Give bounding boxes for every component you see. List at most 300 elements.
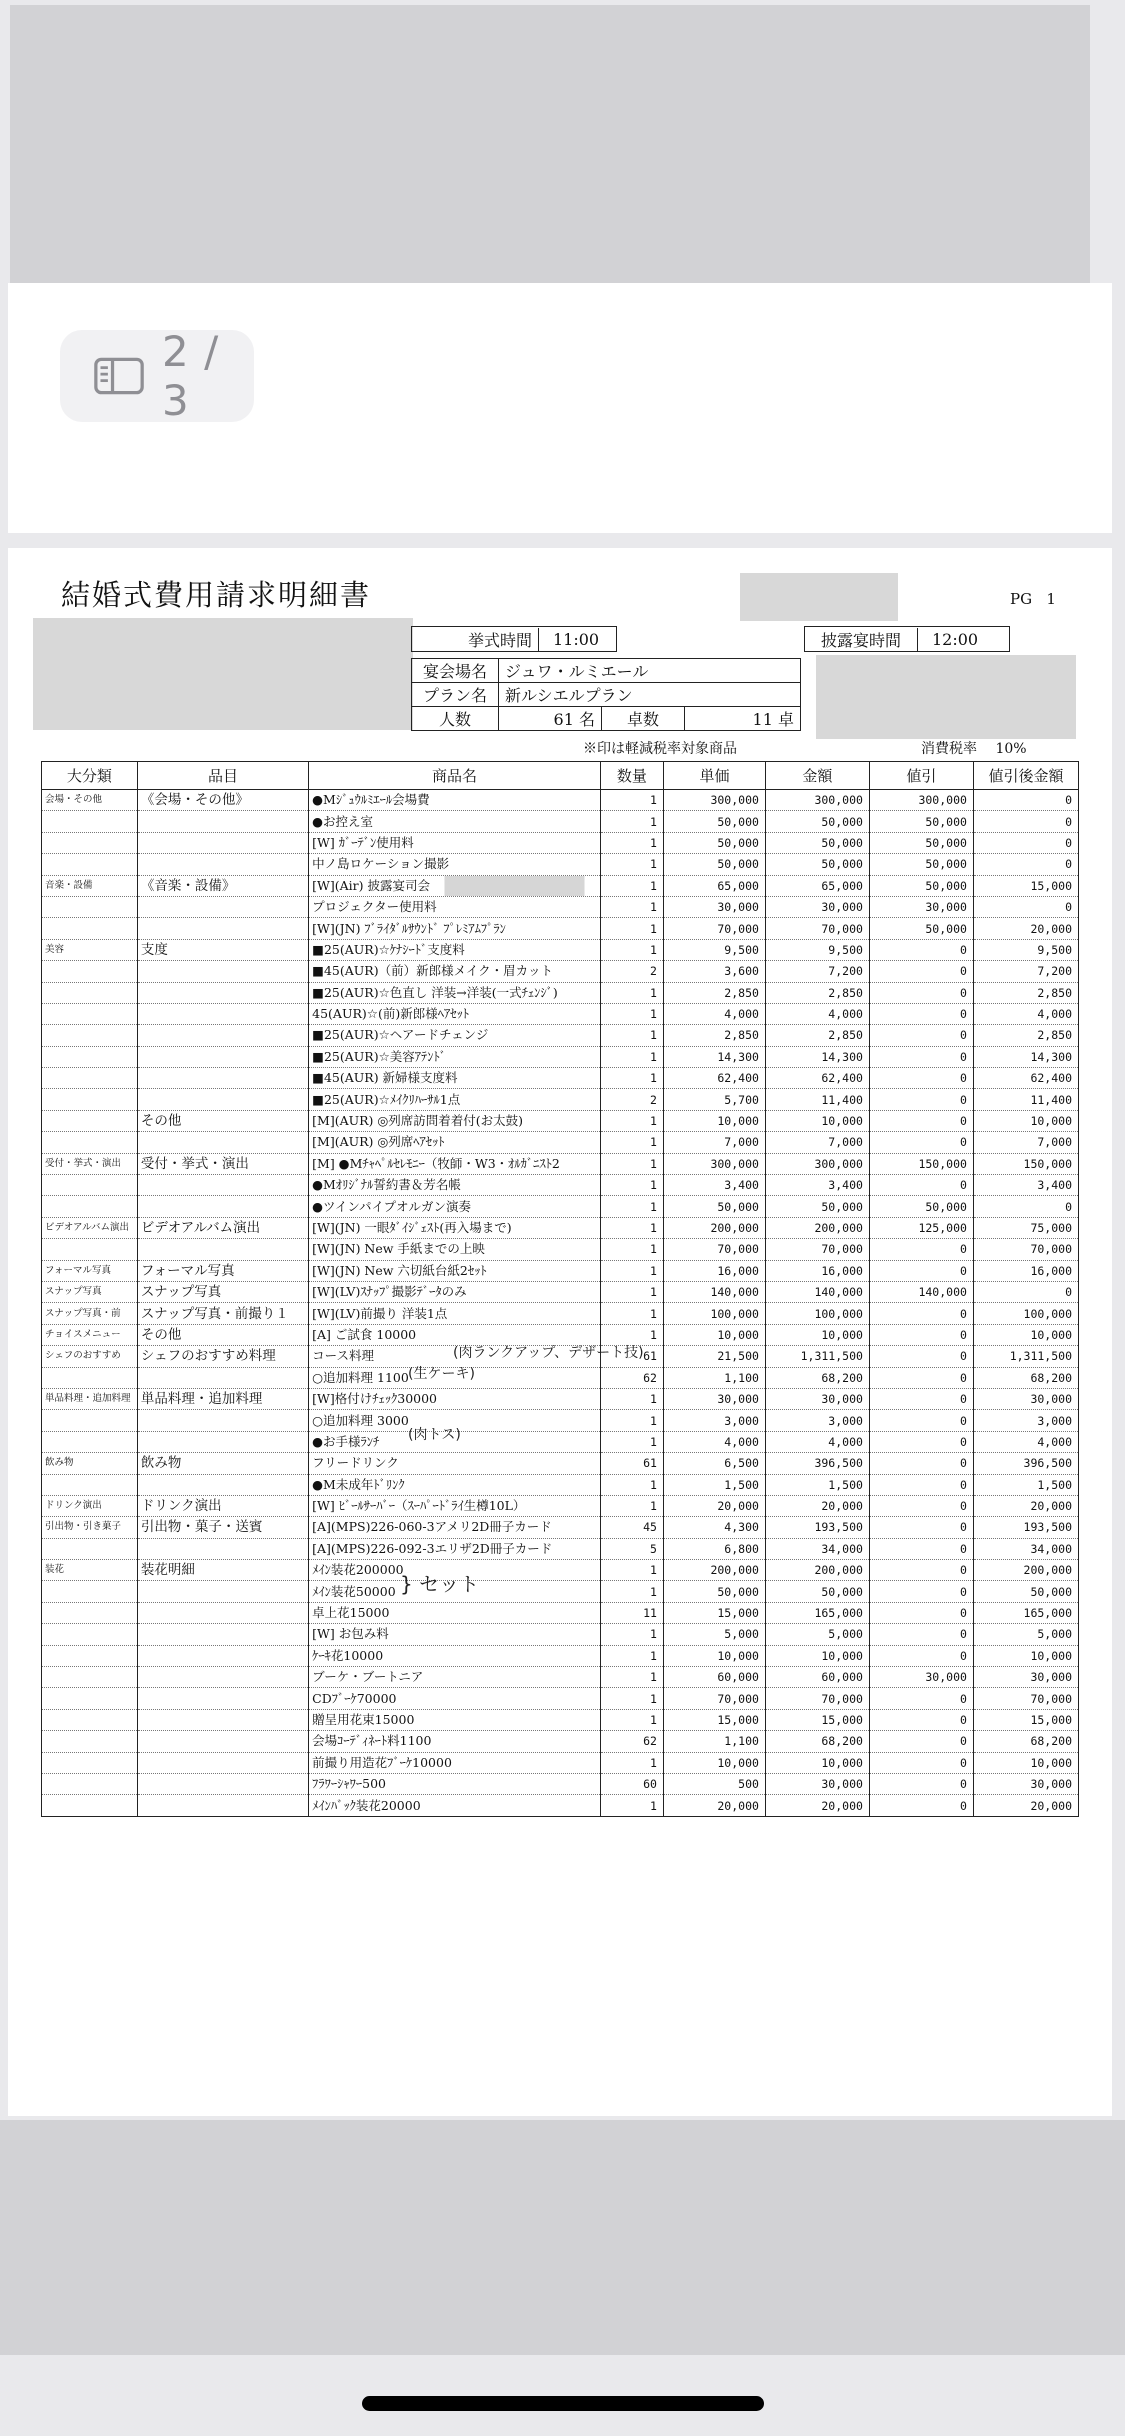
net-amount-cell: 15,000 [973,1709,1078,1730]
table-row [42,1046,1079,1067]
table-row [42,896,1079,917]
item-cell [137,918,308,939]
quantity-cell: 1 [600,1003,663,1024]
unit-price-cell: 3,400 [663,1175,765,1196]
product-cell: ﾒｲﾝ装花50000 [309,1581,601,1602]
amount-cell: 3,000 [765,1410,869,1431]
category-cell [42,1667,138,1688]
quantity-cell: 1 [600,1795,663,1816]
net-amount-cell: 193,500 [973,1517,1078,1538]
discount-cell: 30,000 [869,896,973,917]
item-cell [137,1667,308,1688]
unit-price-cell: 9,500 [663,939,765,960]
category-cell [42,1410,138,1431]
product-cell: 贈呈用花束15000 [309,1709,601,1730]
table-row [42,1581,1079,1602]
quantity-cell: 1 [600,1239,663,1260]
amount-cell: 70,000 [765,1239,869,1260]
table-row [42,1068,1079,1089]
category-cell [42,1175,138,1196]
discount-cell: 0 [869,1239,973,1260]
item-cell: その他 [137,1324,308,1345]
net-amount-cell: 20,000 [973,1795,1078,1816]
product-cell: [W](JN) ﾌﾞﾗｲﾀﾞﾙｻｳﾝﾄﾞ ﾌﾟﾚﾐｱﾑﾌﾟﾗﾝ [309,918,601,939]
column-header: 値引後金額 [973,762,1078,790]
category-cell: 引出物・引き菓子 [42,1517,138,1538]
document-title: 結婚式費用請求明細書 [61,578,372,612]
table-row [42,1260,1079,1281]
item-cell: ビデオアルバム演出 [137,1217,308,1238]
net-amount-cell: 165,000 [973,1602,1078,1623]
unit-price-cell: 62,400 [663,1068,765,1089]
table-row [42,1517,1079,1538]
unit-price-cell: 3,600 [663,961,765,982]
product-cell: [W] ﾋﾞｰﾙｻｰﾊﾞｰ（ｽｰﾊﾟｰﾄﾞﾗｲ生樽10L） [309,1495,601,1516]
venue-label: 宴会場名 [412,659,499,683]
item-cell [137,1367,308,1388]
product-cell: ■25(AUR)☆ﾒｲｸﾘﾊｰｻﾙ1点 [309,1089,601,1110]
table-row [42,1688,1079,1709]
amount-cell: 60,000 [765,1667,869,1688]
item-cell [137,832,308,853]
quantity-cell: 1 [600,1025,663,1046]
net-amount-cell: 100,000 [973,1303,1078,1324]
table-row [42,1388,1079,1409]
quantity-cell: 1 [600,1260,663,1281]
product-cell: ■25(AUR)☆美容ｱﾃﾝﾄﾞ [309,1046,601,1067]
table-row [42,1453,1079,1474]
unit-price-cell: 50,000 [663,811,765,832]
item-cell: ドリンク演出 [137,1495,308,1516]
category-cell [42,982,138,1003]
net-amount-cell: 70,000 [973,1688,1078,1709]
unit-price-cell: 2,850 [663,1025,765,1046]
item-cell [137,1239,308,1260]
unit-price-cell: 200,000 [663,1560,765,1581]
item-cell [137,1431,308,1452]
discount-cell: 0 [869,1431,973,1452]
tables-value: 11 卓 [685,707,801,731]
discount-cell: 0 [869,1645,973,1666]
category-cell: フォーマル写真 [42,1260,138,1281]
category-cell [42,1538,138,1559]
quantity-cell: 1 [600,1324,663,1345]
product-cell: 45(AUR)☆(前)新郎様ﾍｱｾｯﾄ [309,1003,601,1024]
item-cell: スナップ写真 [137,1281,308,1302]
amount-cell: 200,000 [765,1217,869,1238]
category-cell: 美容 [42,939,138,960]
net-amount-cell: 3,400 [973,1175,1078,1196]
item-cell: フォーマル写真 [137,1260,308,1281]
item-cell [137,961,308,982]
quantity-cell: 1 [600,875,663,896]
discount-cell: 50,000 [869,918,973,939]
unit-price-cell: 30,000 [663,896,765,917]
product-cell: ブーケ・ブートニア [309,1667,601,1688]
item-cell: 《会場・その他》 [137,790,308,811]
quantity-cell: 61 [600,1453,663,1474]
table-row [42,1196,1079,1217]
handwritten-note: (肉トス) [408,1427,461,1443]
amount-cell: 165,000 [765,1602,869,1623]
quantity-cell: 1 [600,1132,663,1153]
item-cell: シェフのおすすめ料理 [137,1346,308,1367]
category-cell [42,1474,138,1495]
product-cell: [A] ご試食 10000 [309,1324,601,1345]
discount-cell: 0 [869,1688,973,1709]
venue-value: ジュワ・ルミエール [499,659,801,683]
amount-cell: 9,500 [765,939,869,960]
net-amount-cell: 20,000 [973,918,1078,939]
item-cell [137,1731,308,1752]
unit-price-cell: 60,000 [663,1667,765,1688]
net-amount-cell: 5,000 [973,1624,1078,1645]
amount-cell: 50,000 [765,1581,869,1602]
event-info-table [411,658,801,731]
net-amount-cell: 4,000 [973,1431,1078,1452]
quantity-cell: 62 [600,1367,663,1388]
quantity-cell: 11 [600,1602,663,1623]
net-amount-cell: 0 [973,896,1078,917]
discount-cell: 0 [869,1367,973,1388]
ceremony-time-box: 挙式時間 11:00 [411,626,617,652]
redacted-header-area [10,5,1090,291]
table-row [42,1645,1079,1666]
quantity-cell: 1 [600,939,663,960]
unit-price-cell: 20,000 [663,1795,765,1816]
redacted-block [816,655,1076,739]
quantity-cell: 1 [600,1667,663,1688]
discount-cell: 0 [869,1346,973,1367]
document-page [8,548,1112,2116]
product-cell: [M](AUR) ◎列席ﾍｱｾｯﾄ [309,1132,601,1153]
amount-cell: 396,500 [765,1453,869,1474]
product-cell: ■25(AUR)☆ｹﾅｼｰﾄﾞ支度料 [309,939,601,960]
item-cell [137,1003,308,1024]
quantity-cell: 1 [600,832,663,853]
product-cell: コース料理 [309,1346,601,1367]
amount-cell: 20,000 [765,1795,869,1816]
category-cell: 会場・その他 [42,790,138,811]
unit-price-cell: 10,000 [663,1645,765,1666]
discount-cell: 0 [869,1538,973,1559]
net-amount-cell: 20,000 [973,1495,1078,1516]
item-cell [137,1709,308,1730]
net-amount-cell: 0 [973,811,1078,832]
page-indicator-label: 2 / 3 [162,327,220,425]
product-cell: 中ノ島ロケーション撮影 [309,854,601,875]
item-cell [137,1025,308,1046]
net-amount-cell: 0 [973,790,1078,811]
item-cell [137,1688,308,1709]
unit-price-cell: 300,000 [663,790,765,811]
item-cell [137,1046,308,1067]
table-row [42,1773,1079,1794]
product-cell: [W](JN) 一眼ﾀﾞｲｼﾞｪｽﾄ(再入場まで) [309,1217,601,1238]
category-cell [42,1239,138,1260]
table-row [42,982,1079,1003]
amount-cell: 4,000 [765,1431,869,1452]
unit-price-cell: 10,000 [663,1324,765,1345]
discount-cell: 0 [869,1089,973,1110]
unit-price-cell: 140,000 [663,1281,765,1302]
column-header: 大分類 [42,762,138,790]
product-cell: [M](AUR) ◎列席訪問着着付(お太鼓) [309,1110,601,1131]
discount-cell: 0 [869,1175,973,1196]
discount-cell: 0 [869,1388,973,1409]
quantity-cell: 1 [600,1110,663,1131]
table-row [42,811,1079,832]
product-cell: ■25(AUR)☆色直し 洋装→洋装(一式ﾁｪﾝｼﾞ) [309,982,601,1003]
net-amount-cell: 0 [973,832,1078,853]
product-cell: [W](LV)前撮り 洋装1点 [309,1303,601,1324]
unit-price-cell: 50,000 [663,854,765,875]
net-amount-cell: 15,000 [973,875,1078,896]
table-row [42,1731,1079,1752]
product-cell: ●M未成年ﾄﾞﾘﾝｸ [309,1474,601,1495]
table-row [42,1795,1079,1816]
table-row [42,854,1079,875]
unit-price-cell: 21,500 [663,1346,765,1367]
discount-cell: 0 [869,1025,973,1046]
unit-price-cell: 70,000 [663,1688,765,1709]
amount-cell: 30,000 [765,896,869,917]
product-cell: 卓上花15000 [309,1602,601,1623]
category-cell [42,918,138,939]
unit-price-cell: 20,000 [663,1495,765,1516]
table-row [42,1667,1079,1688]
net-amount-cell: 9,500 [973,939,1078,960]
item-cell [137,1196,308,1217]
discount-cell: 50,000 [869,854,973,875]
amount-cell: 11,400 [765,1089,869,1110]
table-row [42,918,1079,939]
unit-price-cell: 3,000 [663,1410,765,1431]
redacted-block [33,618,413,730]
category-cell [42,1581,138,1602]
item-cell: 受付・挙式・演出 [137,1153,308,1174]
reduced-tax-note: ※印は軽減税率対象商品 [583,741,737,757]
category-cell: スナップ写真 [42,1281,138,1302]
page-indicator[interactable] [60,327,254,425]
category-cell [42,854,138,875]
table-header-row [42,762,1079,790]
amount-cell: 10,000 [765,1324,869,1345]
unit-price-cell: 300,000 [663,1153,765,1174]
item-cell [137,982,308,1003]
discount-cell: 125,000 [869,1217,973,1238]
plan-label: プラン名 [412,683,499,707]
quantity-cell: 61 [600,1346,663,1367]
table-row [42,1474,1079,1495]
table-row [42,1410,1079,1431]
category-cell: ビデオアルバム演出 [42,1217,138,1238]
amount-cell: 5,000 [765,1624,869,1645]
discount-cell: 50,000 [869,875,973,896]
net-amount-cell: 200,000 [973,1560,1078,1581]
quantity-cell: 1 [600,811,663,832]
discount-cell: 0 [869,1474,973,1495]
item-cell: 《音楽・設備》 [137,875,308,896]
product-cell: ﾒｲﾝ装花200000 [309,1560,601,1581]
net-amount-cell: 150,000 [973,1153,1078,1174]
table-row [42,1281,1079,1302]
category-cell [42,1132,138,1153]
tables-label: 卓数 [602,707,685,731]
category-cell [42,1731,138,1752]
unit-price-cell: 30,000 [663,1388,765,1409]
discount-cell: 0 [869,961,973,982]
quantity-cell: 1 [600,1752,663,1773]
column-header: 商品名 [309,762,601,790]
category-cell: ドリンク演出 [42,1495,138,1516]
net-amount-cell: 34,000 [973,1538,1078,1559]
quantity-cell: 1 [600,1175,663,1196]
handwritten-note: (肉ランクアップ、デザート技) [453,1345,644,1361]
net-amount-cell: 10,000 [973,1110,1078,1131]
net-amount-cell: 30,000 [973,1667,1078,1688]
guests-value: 61 名 [499,707,602,731]
table-row [42,1132,1079,1153]
amount-cell: 50,000 [765,832,869,853]
unit-price-cell: 70,000 [663,918,765,939]
quantity-cell: 1 [600,1281,663,1302]
quantity-cell: 2 [600,1089,663,1110]
quantity-cell: 1 [600,1153,663,1174]
home-indicator[interactable] [362,2396,764,2411]
unit-price-cell: 200,000 [663,1217,765,1238]
product-cell: [W] ｶﾞｰﾃﾞﾝ使用料 [309,832,601,853]
column-header: 品目 [137,762,308,790]
net-amount-cell: 30,000 [973,1773,1078,1794]
column-header: 数量 [600,762,663,790]
category-cell [42,1709,138,1730]
table-row [42,961,1079,982]
discount-cell: 140,000 [869,1281,973,1302]
quantity-cell: 1 [600,1709,663,1730]
amount-cell: 15,000 [765,1709,869,1730]
table-row [42,1367,1079,1388]
amount-cell: 300,000 [765,790,869,811]
amount-cell: 30,000 [765,1773,869,1794]
category-cell: チョイスメニュー [42,1324,138,1345]
amount-cell: 300,000 [765,1153,869,1174]
discount-cell: 0 [869,1773,973,1794]
net-amount-cell: 7,000 [973,1132,1078,1153]
billing-table [41,761,1079,1817]
discount-cell: 0 [869,1068,973,1089]
amount-cell: 62,400 [765,1068,869,1089]
discount-cell: 0 [869,1453,973,1474]
item-cell [137,1645,308,1666]
quantity-cell: 1 [600,1560,663,1581]
category-cell [42,1046,138,1067]
amount-cell: 16,000 [765,1260,869,1281]
product-cell: [W](Air) 披露宴司会 [309,875,601,896]
amount-cell: 7,200 [765,961,869,982]
tax-rate: 消費税率 10% [921,741,1027,757]
amount-cell: 20,000 [765,1495,869,1516]
discount-cell: 0 [869,1795,973,1816]
unit-price-cell: 6,800 [663,1538,765,1559]
unit-price-cell: 50,000 [663,1196,765,1217]
amount-cell: 30,000 [765,1388,869,1409]
page-number: PG 1 [1010,590,1056,608]
table-row [42,1153,1079,1174]
table-row [42,1025,1079,1046]
quantity-cell: 1 [600,896,663,917]
discount-cell: 0 [869,1602,973,1623]
discount-cell: 0 [869,1752,973,1773]
product-cell: [A](MPS)226-060-3アメリ2D冊子カード [309,1517,601,1538]
unit-price-cell: 100,000 [663,1303,765,1324]
amount-cell: 10,000 [765,1645,869,1666]
item-cell [137,1795,308,1816]
item-cell: 飲み物 [137,1453,308,1474]
quantity-cell: 2 [600,961,663,982]
category-cell [42,1624,138,1645]
quantity-cell: 1 [600,1068,663,1089]
discount-cell: 0 [869,939,973,960]
net-amount-cell: 2,850 [973,1025,1078,1046]
quantity-cell: 1 [600,1495,663,1516]
discount-cell: 0 [869,1046,973,1067]
table-row [42,1110,1079,1131]
amount-cell: 4,000 [765,1003,869,1024]
product-cell: CDﾌﾞｰｹ70000 [309,1688,601,1709]
category-cell [42,1795,138,1816]
column-header: 金額 [765,762,869,790]
amount-cell: 50,000 [765,854,869,875]
item-cell [137,811,308,832]
discount-cell: 0 [869,1560,973,1581]
quantity-cell: 1 [600,790,663,811]
amount-cell: 70,000 [765,918,869,939]
product-cell: ●ツインパイプオルガン演奏 [309,1196,601,1217]
quantity-cell: 1 [600,1645,663,1666]
net-amount-cell: 0 [973,854,1078,875]
item-cell [137,896,308,917]
item-cell [137,1773,308,1794]
unit-price-cell: 7,000 [663,1132,765,1153]
handwritten-note: } セット [400,1572,480,1596]
product-cell: [A](MPS)226-092-3エリザ2D冊子カード [309,1538,601,1559]
unit-price-cell: 70,000 [663,1239,765,1260]
category-cell [42,1773,138,1794]
table-row [42,1624,1079,1645]
table-row [42,1089,1079,1110]
quantity-cell: 1 [600,1581,663,1602]
quantity-cell: 1 [600,1474,663,1495]
quantity-cell: 1 [600,1303,663,1324]
category-cell: 飲み物 [42,1453,138,1474]
handwritten-note: (生ケーキ) [408,1366,475,1382]
amount-cell: 1,500 [765,1474,869,1495]
discount-cell: 0 [869,1731,973,1752]
category-cell [42,811,138,832]
item-cell [137,1581,308,1602]
unit-price-cell: 10,000 [663,1110,765,1131]
discount-cell: 0 [869,1709,973,1730]
product-cell: [W](JN) New 手紙までの上映 [309,1239,601,1260]
category-cell: 受付・挙式・演出 [42,1153,138,1174]
category-cell [42,1752,138,1773]
amount-cell: 70,000 [765,1688,869,1709]
category-cell [42,1645,138,1666]
table-row [42,939,1079,960]
category-cell: 単品料理・追加料理 [42,1388,138,1409]
quantity-cell: 60 [600,1773,663,1794]
